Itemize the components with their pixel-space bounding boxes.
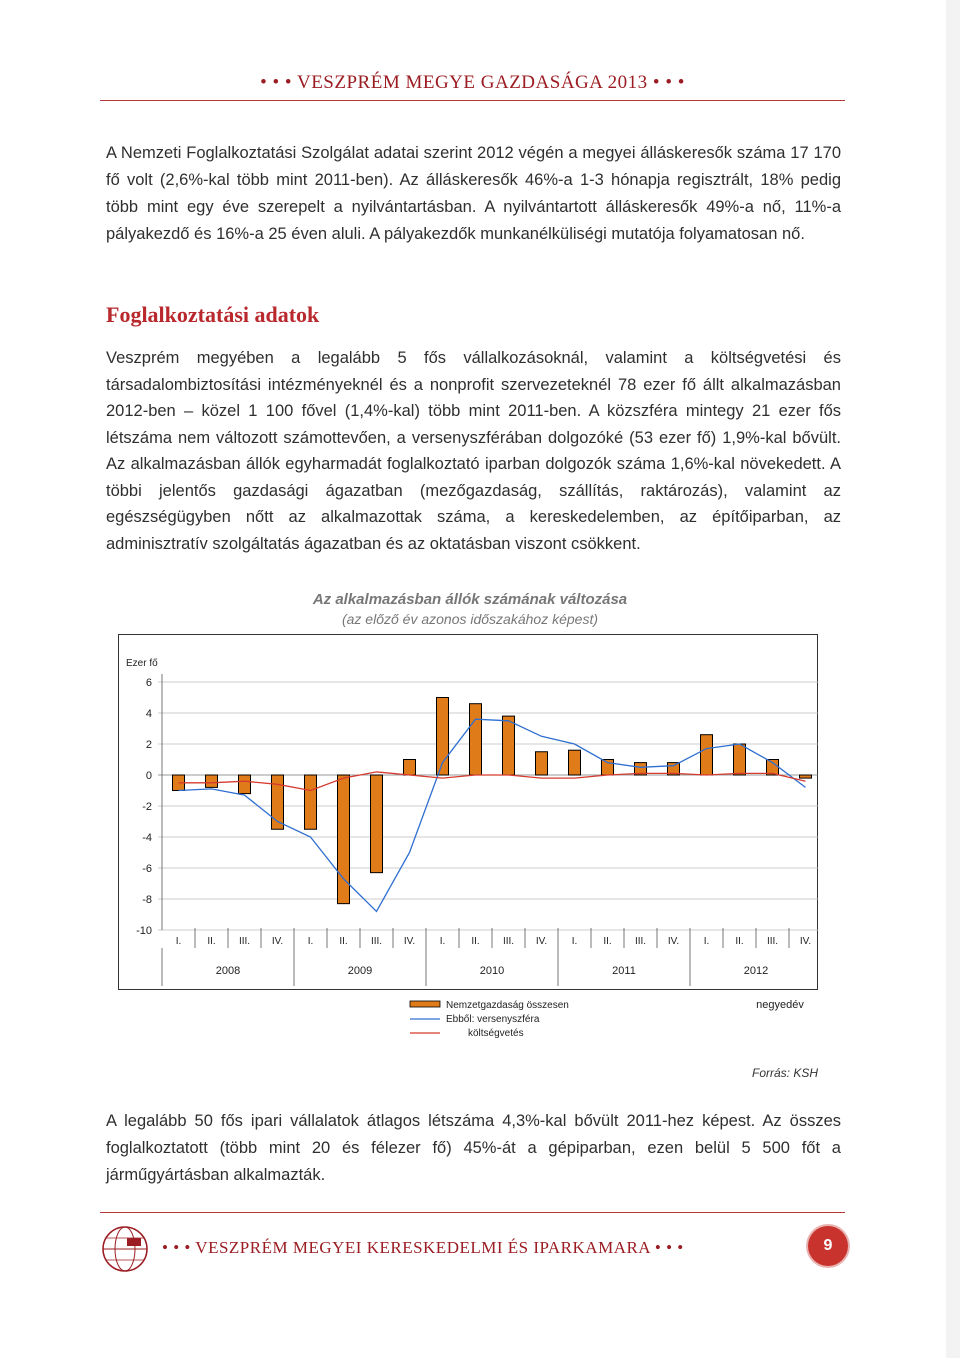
chart-source: Forrás: KSH xyxy=(751,1066,818,1080)
bar xyxy=(767,760,779,776)
bar xyxy=(602,760,614,776)
x-tick-label: III. xyxy=(634,936,647,947)
year-label: 2008 xyxy=(215,965,241,977)
bar xyxy=(800,775,812,778)
running-header: • • • VESZPRÉM MEGYE GAZDASÁGA 2013 • • • xyxy=(260,72,685,93)
x-axis-label: negyedév xyxy=(756,999,804,1011)
x-tick-label: IV. xyxy=(667,936,680,947)
year-label: 2009 xyxy=(347,965,373,977)
chart-subtitle: (az előző év azonos időszakához képest) xyxy=(341,611,599,627)
y-tick-label: -8 xyxy=(142,894,152,906)
y-tick-label: 0 xyxy=(145,770,152,782)
x-tick-label: III. xyxy=(502,936,515,947)
y-tick-label: 2 xyxy=(145,739,152,751)
x-tick-label: II. xyxy=(603,936,612,947)
bar xyxy=(404,760,416,776)
y-tick-label: -6 xyxy=(142,863,152,875)
bar xyxy=(503,716,515,775)
employment-change-chart xyxy=(118,634,818,1062)
x-tick-label: IV. xyxy=(271,936,284,947)
x-tick-label: II. xyxy=(471,936,480,947)
legend-swatch-bar xyxy=(410,1001,440,1007)
legend-label: költségvetés xyxy=(468,1028,524,1039)
x-tick-label: III. xyxy=(766,936,779,947)
chart-title: Az alkalmazásban állók számának változása xyxy=(312,591,628,608)
x-tick-label: I. xyxy=(307,936,314,947)
chamber-logo-icon xyxy=(100,1224,150,1274)
section-paragraph: Veszprém megyében a legalább 5 fős vállalkozásoknál, valamint a költségvetési és társadalombiztosítási intézményeknél és a nonprofit szervezeteknél 78 ezer fő állt alkalmazásban 2012-ben – közel 1 100 fővel (1,4%-kal) több mint 2011-ben. A közszféra mintegy 21 ezer fős létszáma nem változott számottevően, a versenyszférában dolgozóké (53 ezer fő) 1,9%-kal bővült. Az alkalmazásban állók egyharmadát foglalkoztató iparban dolgozók száma 1,6%-kal növekedett. A többi jelentős gazdasági ágazatban (mezőgazdaság, szállítás, raktározás), valamint az egészségügyben nőtt az alkalmazottak száma, a kereskedelemben, az építőiparban, az adminisztratív szolgáltatás ágazatban és az oktatásban viszont csökkent. xyxy=(106,349,841,553)
y-tick-label: -4 xyxy=(142,832,152,844)
x-tick-label: I. xyxy=(439,936,446,947)
bar xyxy=(239,775,251,794)
x-tick-label: IV. xyxy=(403,936,416,947)
footer-chamber-name: • • • VESZPRÉM MEGYEI KERESKEDELMI ÉS IPARKAMARA • • • xyxy=(162,1238,684,1257)
legend-label: Nemzetgazdaság összesen xyxy=(446,1000,569,1011)
footer-rule xyxy=(100,1212,845,1213)
year-label: 2010 xyxy=(479,965,505,977)
bar xyxy=(734,744,746,775)
x-tick-label: III. xyxy=(370,936,383,947)
x-tick-label: II. xyxy=(339,936,348,947)
x-tick-label: I. xyxy=(571,936,578,947)
y-tick-label: -2 xyxy=(142,801,152,813)
y-tick-label: 4 xyxy=(145,708,152,720)
bar xyxy=(470,704,482,775)
x-tick-label: III. xyxy=(238,936,251,947)
bar xyxy=(536,752,548,775)
y-tick-label: 6 xyxy=(145,677,152,689)
bar xyxy=(701,735,713,775)
x-tick-label: I. xyxy=(175,936,182,947)
page-number-badge: 9 xyxy=(808,1226,848,1266)
x-tick-label: IV. xyxy=(535,936,548,947)
closing-paragraph: A legalább 50 fős ipari vállalatok átlagos létszáma 4,3%-kal bővült 2011-hez képest. Az összes foglalkoztatott (több mint 20 és félezer fő) 45%-át a gépiparban, ezen belül 5 500 főt a járműgyártásban alkalmazták. xyxy=(106,1112,841,1184)
chart-frame xyxy=(119,635,818,990)
x-tick-label: I. xyxy=(703,936,710,947)
header-rule xyxy=(100,100,845,101)
y-axis-label: Ezer fő xyxy=(126,658,158,669)
year-label: 2012 xyxy=(743,965,769,977)
bar xyxy=(305,775,317,829)
x-tick-label: II. xyxy=(735,936,744,947)
y-tick-label: -10 xyxy=(136,925,152,937)
x-tick-label: II. xyxy=(207,936,216,947)
bar xyxy=(569,750,581,775)
intro-paragraph: A Nemzeti Foglalkoztatási Szolgálat adatai szerint 2012 végén a megyei álláskeresők száma 17 170 fő volt (2,6%-kal több mint 2011-ben). Az álláskeresők 46%-a 1-3 hónapja regisztrált, 18% pedig több mint egy éve szerepelt a nyilvántartásban. A nyilvántartott álláskeresők 49%-a nő, 11%-a pályakezdő és 16%-a 25 éven aluli. A pályakezdők munkanélküliségi mutatója folyamatosan nő. xyxy=(106,144,841,243)
page-edge xyxy=(946,0,960,1358)
bar xyxy=(338,775,350,904)
x-tick-label: IV. xyxy=(799,936,812,947)
section-title: Foglalkoztatási adatok xyxy=(106,302,320,327)
bar xyxy=(371,775,383,873)
legend-label: Ebből: versenyszféra xyxy=(446,1014,540,1025)
year-label: 2011 xyxy=(612,965,636,977)
bar xyxy=(206,775,218,787)
